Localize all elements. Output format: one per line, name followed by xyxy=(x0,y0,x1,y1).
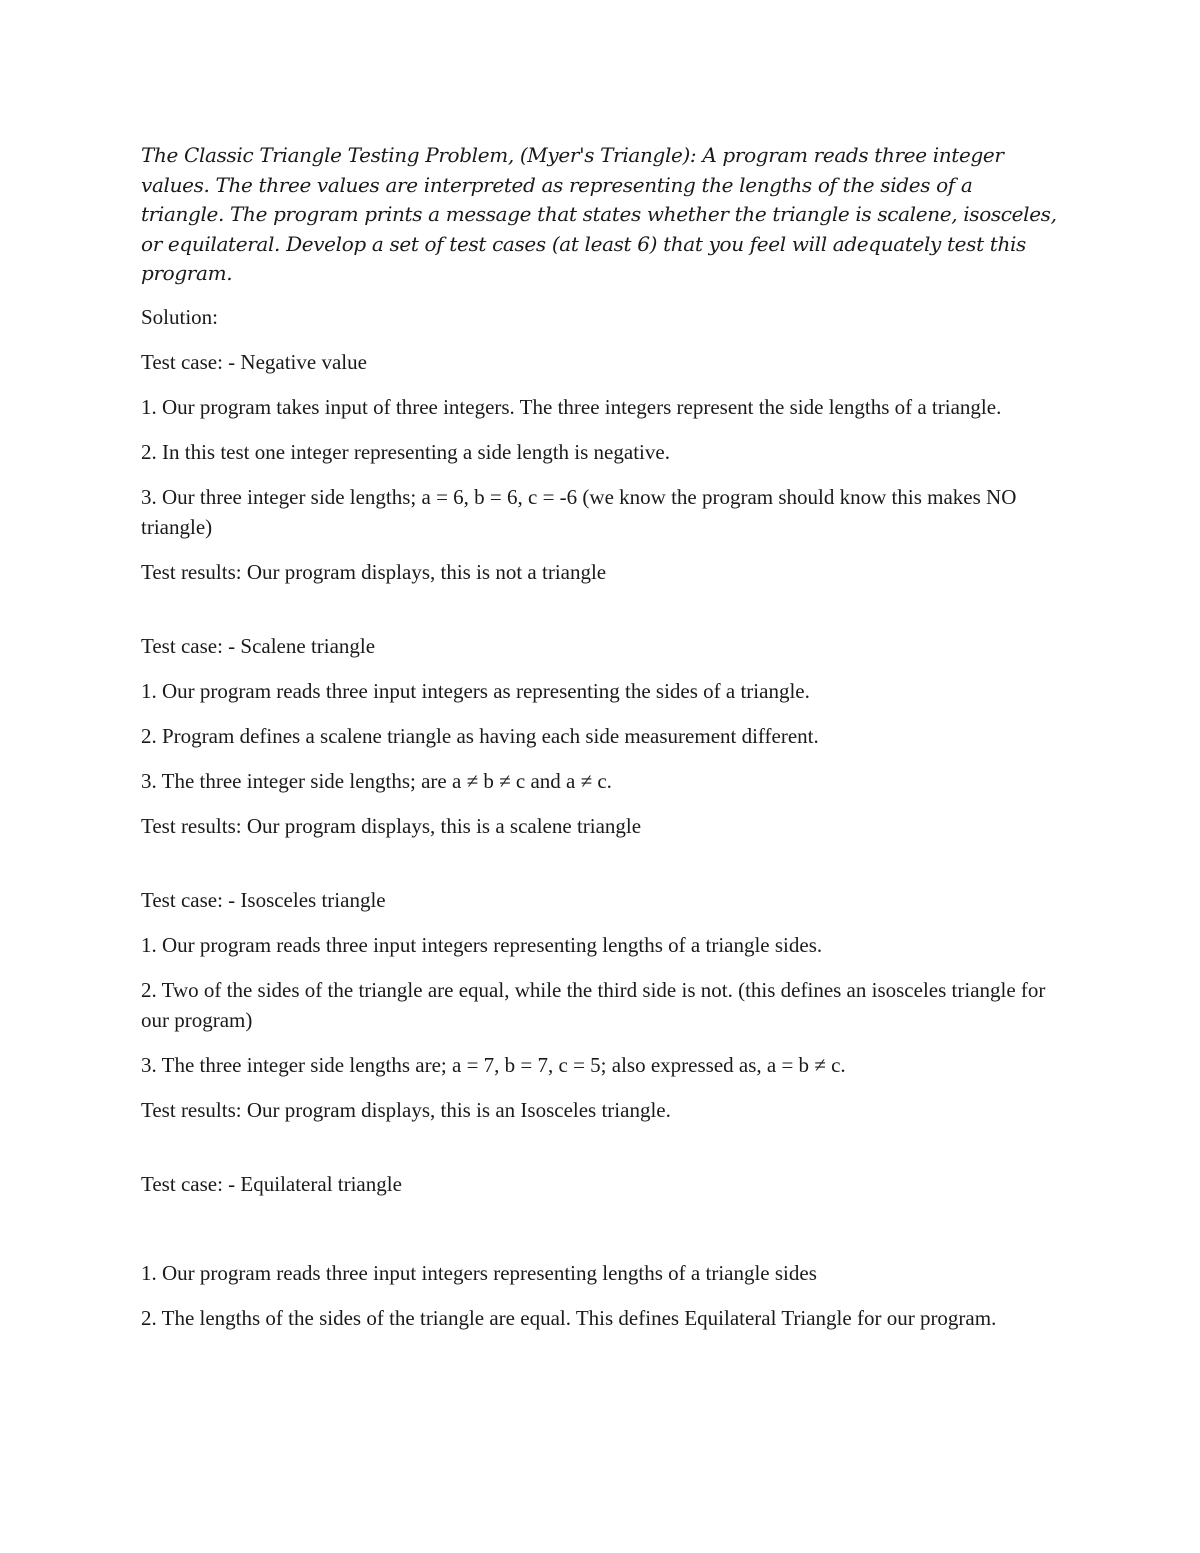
section-spacer xyxy=(141,1140,1059,1169)
test-step: 3. The three integer side lengths; are a ≠ b ≠ c and a ≠ c. xyxy=(141,768,612,793)
section-spacer xyxy=(141,1214,1059,1258)
test-step: 2. Two of the sides of the triangle are equal, while the third side is not. (this defines an isosceles triangle for our program) xyxy=(141,977,1046,1032)
test-step: 2. In this test one integer representing a side length is negative. xyxy=(141,439,670,464)
test-result: Test results: Our program displays, this is not a triangle xyxy=(141,559,607,584)
document-page xyxy=(141,141,1059,1348)
test-case-heading: Test case: - Scalene triangle xyxy=(141,633,376,658)
test-result: Test results: Our program displays, this is an Isosceles triangle. xyxy=(141,1097,671,1122)
test-step: 3. Our three integer side lengths; a = 6, b = 6, c = -6 (we know the program should know this makes NO triangle) xyxy=(141,484,1017,539)
section-spacer xyxy=(141,602,1059,631)
test-case-heading: Test case: - Isosceles triangle xyxy=(141,887,386,912)
test-result: Test results: Our program displays, this is a scalene triangle xyxy=(141,813,642,838)
test-step: 1. Our program reads three input integers representing lengths of a triangle sides xyxy=(141,1260,817,1285)
test-step: 3. The three integer side lengths are; a = 7, b = 7, c = 5; also expressed as, a = b ≠ c. xyxy=(141,1052,846,1077)
section-spacer xyxy=(141,856,1059,885)
test-step: 1. Our program reads three input integers representing lengths of a triangle sides. xyxy=(141,932,823,957)
test-step: 2. The lengths of the sides of the triangle are equal. This defines Equilateral Triangle for our program. xyxy=(141,1305,997,1330)
test-step: 2. Program defines a scalene triangle as having each side measurement different. xyxy=(141,723,819,748)
test-case-heading: Test case: - Equilateral triangle xyxy=(141,1171,402,1196)
test-step: 1. Our program takes input of three integers. The three integers represent the side lengths of a triangle. xyxy=(141,394,1002,419)
test-case-heading: Test case: - Negative value xyxy=(141,349,367,374)
solution-label: Solution: xyxy=(141,304,219,329)
problem-statement: The Classic Triangle Testing Problem, (Myer's Triangle): A program reads three integer values. The three values are interpreted as representing the lengths of the sides of a triangle. The program prints a message that states whether the triangle is scalene, isosceles, or equilateral. Develop a set of test cases (at least 6) that you feel will adequately test this program. xyxy=(141,143,1057,285)
test-step: 1. Our program reads three input integers as representing the sides of a triangle. xyxy=(141,678,810,703)
